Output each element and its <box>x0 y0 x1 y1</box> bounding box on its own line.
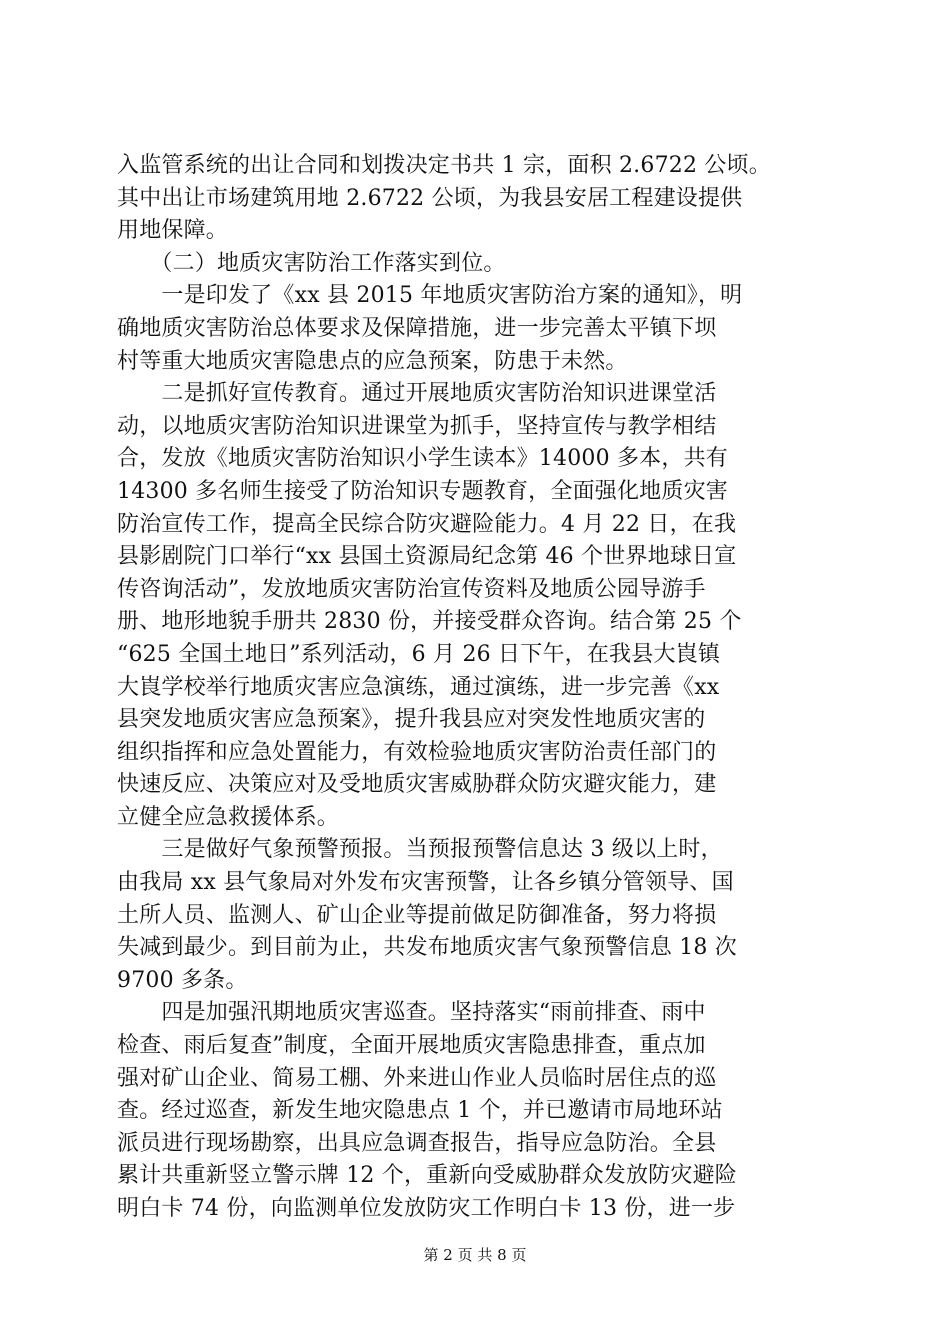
text-line: 三是做好气象预警预报。当预报预警信息达 3 级以上时， <box>117 837 723 863</box>
text-line: “625 全国土地日”系列活动，6 月 26 日下午，在我县大崀镇 <box>117 641 721 667</box>
text-line: 二是抓好宣传教育。通过开展地质灾害防治知识进课堂活 <box>117 381 717 407</box>
text-line: 立健全应急救援体系。 <box>117 804 340 830</box>
text-line: 查。经过巡查，新发生地灾隐患点 1 个，并已邀请市局地环站 <box>117 1098 723 1124</box>
text-line: 村等重大地质灾害隐患点的应急预案，防患于未然。 <box>117 348 628 374</box>
text-line: 四是加强汛期地质灾害巡查。坚持落实“雨前排查、雨中 <box>117 1000 706 1026</box>
text-line: 土所人员、监测人、矿山企业等提前做足防御准备，努力将损 <box>117 902 717 928</box>
text-line: 传咨询活动”，发放地质灾害防治宣传资料及地质公园导游手 <box>117 576 706 602</box>
text-line: 县突发地质灾害应急预案》，提升我县应对突发性地质灾害的 <box>117 707 706 733</box>
text-line: 快速反应、决策应对及受地质灾害威胁群众防灾避灾能力，建 <box>117 772 717 798</box>
text-line: 14300 多名师生接受了防治知识专题教育，全面强化地质灾害 <box>117 478 728 504</box>
text-line: 由我局 xx 县气象局对外发布灾害预警，让各乡镇分管领导、国 <box>117 870 734 896</box>
text-line: 入监管系统的出让合同和划拨决定书共 1 宗，面积 2.6722 公顷。 <box>117 153 771 178</box>
text-line: 其中出让市场建筑用地 2.6722 公顷，为我县安居工程建设提供 <box>117 185 743 211</box>
page-footer: 第 2 页 共 8 页 <box>423 1246 527 1264</box>
text-line: 9700 多条。 <box>117 967 248 993</box>
text-line: 防治宣传工作，提高全民综合防灾避险能力。4 月 22 日，在我 <box>117 511 737 537</box>
text-line: 确地质灾害防治总体要求及保障措施，进一步完善太平镇下坝 <box>117 315 717 341</box>
text-line: 册、地形地貌手册共 2830 份，并接受群众咨询。结合第 25 个 <box>117 609 742 635</box>
text-line: （二）地质灾害防治工作落实到位。 <box>117 250 506 276</box>
text-line: 动，以地质灾害防治知识进课堂为抓手，坚持宣传与教学相结 <box>117 413 717 439</box>
text-line: 检查、雨后复查”制度，全面开展地质灾害隐患排查，重点加 <box>117 1033 706 1059</box>
text-line: 累计共重新竖立警示牌 12 个，重新向受威胁群众发放防灾避险 <box>117 1163 737 1189</box>
text-line: 合，发放《地质灾害防治知识小学生读本》14000 多本，共有 <box>117 446 728 472</box>
text-line: 一是印发了《xx 县 2015 年地质灾害防治方案的通知》，明 <box>117 283 743 309</box>
text-line: 县影剧院门口举行“xx 县国土资源局纪念第 46 个世界地球日宣 <box>117 544 737 570</box>
text-line: 组织指挥和应急处置能力，有效检验地质灾害防治责任部门的 <box>117 739 717 765</box>
text-line: 失减到最少。到目前为止，共发布地质灾害气象预警信息 18 次 <box>117 935 737 961</box>
document-body <box>117 150 832 1226</box>
text-line: 大崀学校举行地质灾害应急演练，通过演练，进一步完善《xx <box>117 674 720 700</box>
text-line: 强对矿山企业、简易工棚、外来进山作业人员临时居住点的巡 <box>117 1065 717 1091</box>
text-line: 派员进行现场勘察，出具应急调查报告，指导应急防治。全县 <box>117 1130 717 1156</box>
text-line: 用地保障。 <box>117 218 229 244</box>
text-line: 明白卡 74 份，向监测单位发放防灾工作明白卡 13 份，进一步 <box>117 1196 736 1221</box>
